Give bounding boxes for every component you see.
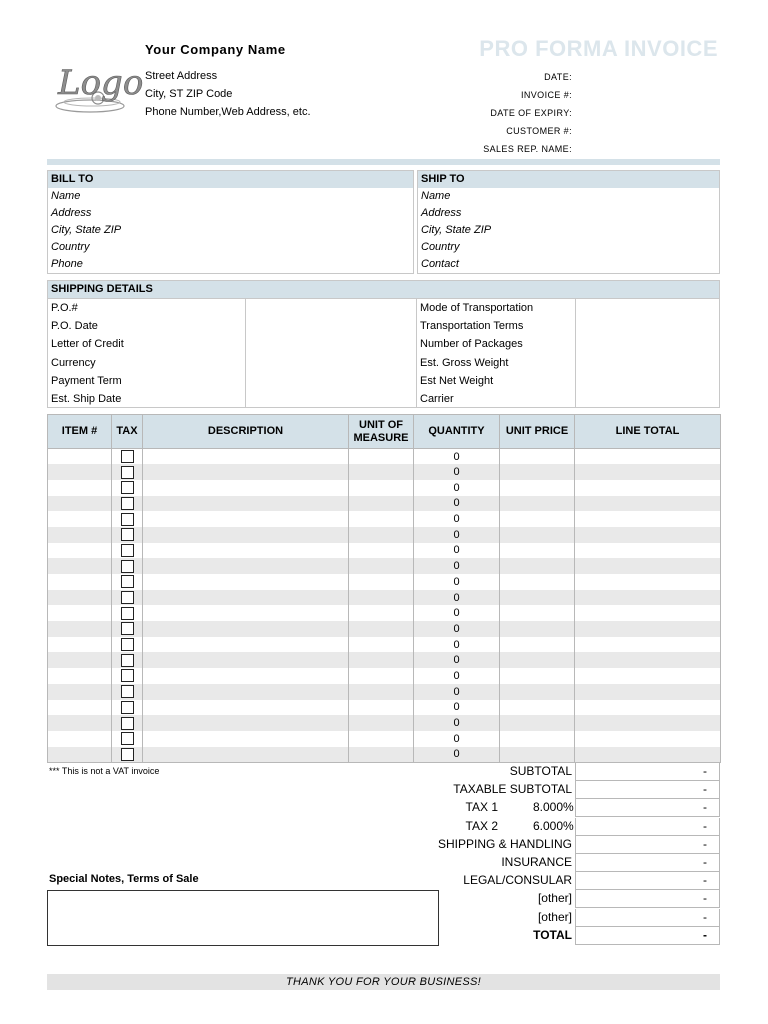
item-number-cell[interactable] <box>48 700 112 716</box>
tax-checkbox[interactable] <box>121 748 134 761</box>
unit-of-measure-cell[interactable] <box>349 449 414 465</box>
quantity-cell[interactable]: 0 <box>414 574 500 590</box>
quantity-cell[interactable]: 0 <box>414 652 500 668</box>
total-value-6: - <box>575 872 720 890</box>
logo-icon <box>50 36 144 118</box>
tax-checkbox[interactable] <box>121 717 134 730</box>
description-cell[interactable] <box>143 449 349 465</box>
tax-checkbox[interactable] <box>121 622 134 635</box>
bill-to-city[interactable]: City, State ZIP <box>51 224 122 236</box>
line-total-cell <box>575 496 721 512</box>
item-number-header: ITEM # <box>48 415 112 449</box>
ship-to-country[interactable]: Country <box>421 241 460 253</box>
description-cell[interactable] <box>143 668 349 684</box>
shipping-left-values[interactable] <box>246 299 416 408</box>
bill-to-address[interactable]: Address <box>51 207 92 219</box>
unit-price-cell[interactable] <box>500 511 575 527</box>
tax-checkbox[interactable] <box>121 654 134 667</box>
description-cell[interactable] <box>143 543 349 559</box>
tax-checkbox-cell[interactable] <box>112 574 143 590</box>
tax-checkbox[interactable] <box>121 481 134 494</box>
tax-checkbox[interactable] <box>121 497 134 510</box>
total-label-3: TAX 2 <box>465 818 498 833</box>
unit-of-measure-cell[interactable] <box>349 480 414 496</box>
unit-of-measure-header <box>349 415 414 449</box>
description-cell[interactable] <box>143 731 349 747</box>
mode-of-transportation-label: Mode of Transportation <box>420 302 534 314</box>
po-date-label: P.O. Date <box>51 320 98 333</box>
item-number-cell[interactable] <box>48 605 112 621</box>
table-row <box>48 449 721 465</box>
total-label-1: TAXABLE SUBTOTAL <box>453 782 572 797</box>
unit-price-cell[interactable] <box>500 668 575 684</box>
description-cell[interactable] <box>143 527 349 543</box>
item-number-cell[interactable] <box>48 496 112 512</box>
ship-to-name[interactable]: Name <box>421 190 451 202</box>
quantity-cell[interactable]: 0 <box>414 605 500 621</box>
table-row <box>48 621 721 637</box>
tax-checkbox-cell[interactable] <box>112 480 143 496</box>
line-total-cell <box>575 715 721 731</box>
tax-checkbox-cell[interactable] <box>112 496 143 512</box>
items-header-row <box>48 415 721 449</box>
quantity-cell[interactable]: 0 <box>414 621 500 637</box>
item-number-cell[interactable] <box>48 527 112 543</box>
total-value-3: - <box>575 818 720 836</box>
total-label-7: [other] <box>537 891 572 906</box>
line-total-header: LINE TOTAL <box>575 415 721 449</box>
item-number-cell[interactable] <box>48 668 112 684</box>
table-row <box>48 684 721 700</box>
tax-checkbox-cell[interactable] <box>112 731 143 747</box>
quantity-cell[interactable]: 0 <box>414 684 500 700</box>
quantity-cell[interactable]: 0 <box>414 637 500 653</box>
tax-checkbox-cell[interactable] <box>112 449 143 465</box>
line-total-cell <box>575 605 721 621</box>
tax-checkbox[interactable] <box>121 732 134 745</box>
total-value-7: - <box>575 890 720 908</box>
unit-of-measure-cell[interactable] <box>349 574 414 590</box>
unit-price-cell[interactable] <box>500 684 575 700</box>
ship-to-address[interactable]: Address <box>421 207 462 219</box>
total-value-0: - <box>575 763 720 781</box>
unit-of-measure-cell[interactable] <box>349 652 414 668</box>
quantity-cell[interactable]: 0 <box>414 527 500 543</box>
line-total-cell <box>575 574 721 590</box>
description-cell[interactable] <box>143 715 349 731</box>
customer-number-label: CUSTOMER #: <box>506 126 572 136</box>
unit-price-cell[interactable] <box>500 747 575 763</box>
line-total-cell <box>575 511 721 527</box>
quantity-cell[interactable]: 0 <box>414 480 500 496</box>
items-table <box>47 414 721 763</box>
tax-checkbox-cell[interactable] <box>112 621 143 637</box>
item-number-cell[interactable] <box>48 731 112 747</box>
total-label-9: TOTAL <box>533 927 572 942</box>
item-number-cell[interactable] <box>48 590 112 606</box>
transportation-terms-label: Transportation Terms <box>420 320 524 333</box>
item-number-cell[interactable] <box>48 621 112 637</box>
unit-price-cell[interactable] <box>500 527 575 543</box>
total-value-8: - <box>575 909 720 927</box>
line-total-cell <box>575 621 721 637</box>
table-row <box>48 605 721 621</box>
line-total-cell <box>575 652 721 668</box>
invoice-number-label: INVOICE #: <box>520 90 572 100</box>
unit-of-measure-cell[interactable] <box>349 684 414 700</box>
unit-price-cell[interactable] <box>500 480 575 496</box>
line-total-cell <box>575 449 721 465</box>
unit-price-cell[interactable] <box>500 637 575 653</box>
items-body <box>48 449 721 763</box>
tax-checkbox[interactable] <box>121 528 134 541</box>
unit-price-cell[interactable] <box>500 605 575 621</box>
description-header: DESCRIPTION <box>143 415 349 449</box>
shipping-left-labels <box>48 299 245 408</box>
line-total-cell <box>575 527 721 543</box>
tax-checkbox[interactable] <box>121 638 134 651</box>
unit-price-header: UNIT PRICE <box>500 415 575 449</box>
shipping-right-labels <box>417 299 575 408</box>
quantity-cell[interactable]: 0 <box>414 747 500 763</box>
unit-price-cell[interactable] <box>500 731 575 747</box>
table-row <box>48 464 721 480</box>
tax-checkbox-cell[interactable] <box>112 637 143 653</box>
total-value-5: - <box>575 854 720 872</box>
table-row <box>48 652 721 668</box>
tax-checkbox-cell[interactable] <box>112 511 143 527</box>
item-number-cell[interactable] <box>48 652 112 668</box>
line-total-cell <box>575 684 721 700</box>
bill-to-phone[interactable]: Phone <box>51 258 83 270</box>
unit-of-measure-cell[interactable] <box>349 464 414 480</box>
tax-checkbox-cell[interactable] <box>112 590 143 606</box>
tax-checkbox[interactable] <box>121 685 134 698</box>
shipping-details-header: SHIPPING DETAILS <box>48 281 719 299</box>
item-number-cell[interactable] <box>48 558 112 574</box>
sales-rep-label: SALES REP. NAME: <box>483 144 572 154</box>
description-cell[interactable] <box>143 700 349 716</box>
total-label-4: SHIPPING & HANDLING <box>437 836 572 851</box>
description-cell[interactable] <box>143 621 349 637</box>
item-number-cell[interactable] <box>48 464 112 480</box>
item-number-cell[interactable] <box>48 480 112 496</box>
special-notes-title: Special Notes, Terms of Sale <box>49 873 199 885</box>
table-row <box>48 590 721 606</box>
table-row <box>48 543 721 559</box>
number-of-packages-label: Number of Packages <box>420 338 523 351</box>
item-number-cell[interactable] <box>48 747 112 763</box>
total-value-2: - <box>575 799 720 817</box>
tax-checkbox-cell[interactable] <box>112 652 143 668</box>
total-value-4: - <box>575 836 720 854</box>
unit-price-cell[interactable] <box>500 621 575 637</box>
unit-price-cell[interactable] <box>500 558 575 574</box>
line-total-cell <box>575 700 721 716</box>
unit-price-cell[interactable] <box>500 574 575 590</box>
unit-of-measure-cell[interactable] <box>349 747 414 763</box>
total-label-0: SUBTOTAL <box>509 764 572 778</box>
unit-of-measure-cell[interactable] <box>349 558 414 574</box>
tax-checkbox-cell[interactable] <box>112 684 143 700</box>
tax-checkbox-cell[interactable] <box>112 464 143 480</box>
unit-price-cell[interactable] <box>500 590 575 606</box>
tax-checkbox[interactable] <box>121 607 134 620</box>
tax-checkbox[interactable] <box>121 466 134 479</box>
item-number-cell[interactable] <box>48 574 112 590</box>
tax-rate-3[interactable]: 6.000% <box>533 818 574 833</box>
ship-to-section <box>417 170 720 274</box>
unit-of-measure-header-line1: UNIT OF <box>359 418 403 431</box>
bill-to-section <box>47 170 414 274</box>
shipping-right-values[interactable] <box>576 299 720 408</box>
ship-to-city[interactable]: City, State ZIP <box>421 224 492 236</box>
company-contact: Phone Number,Web Address, etc. <box>145 106 311 118</box>
tax-checkbox-cell[interactable] <box>112 668 143 684</box>
logo-text: Logo <box>58 63 144 103</box>
company-name: Your Company Name <box>145 42 286 57</box>
description-cell[interactable] <box>143 574 349 590</box>
header-rule <box>47 159 720 165</box>
company-city: City, ST ZIP Code <box>145 88 233 100</box>
total-label-8: [other] <box>537 909 572 924</box>
unit-of-measure-cell[interactable] <box>349 637 414 653</box>
tax-checkbox[interactable] <box>121 544 134 557</box>
quantity-cell[interactable]: 0 <box>414 700 500 716</box>
tax-checkbox-cell[interactable] <box>112 747 143 763</box>
unit-of-measure-cell[interactable] <box>349 511 414 527</box>
line-total-cell <box>575 464 721 480</box>
quantity-cell[interactable]: 0 <box>414 668 500 684</box>
quantity-cell[interactable]: 0 <box>414 449 500 465</box>
line-total-cell <box>575 480 721 496</box>
description-cell[interactable] <box>143 558 349 574</box>
line-total-cell <box>575 637 721 653</box>
total-label-2: TAX 1 <box>465 800 498 815</box>
quantity-cell[interactable]: 0 <box>414 496 500 512</box>
unit-price-cell[interactable] <box>500 449 575 465</box>
date-of-expiry-label: DATE OF EXPIRY: <box>490 108 572 118</box>
ship-to-contact[interactable]: Contact <box>421 258 459 270</box>
quantity-cell[interactable]: 0 <box>414 511 500 527</box>
description-cell[interactable] <box>143 464 349 480</box>
total-label-6: LEGAL/CONSULAR <box>463 873 572 888</box>
line-total-cell <box>575 731 721 747</box>
unit-of-measure-cell[interactable] <box>349 668 414 684</box>
quantity-cell[interactable]: 0 <box>414 558 500 574</box>
line-total-cell <box>575 590 721 606</box>
description-cell[interactable] <box>143 590 349 606</box>
table-row <box>48 700 721 716</box>
unit-of-measure-cell[interactable] <box>349 715 414 731</box>
item-number-cell[interactable] <box>48 449 112 465</box>
est-net-weight-label: Est Net Weight <box>420 374 494 387</box>
line-total-cell <box>575 558 721 574</box>
tax-checkbox[interactable] <box>121 669 134 682</box>
tax-checkbox-cell[interactable] <box>112 715 143 731</box>
po-number-label: P.O.# <box>51 302 78 314</box>
est-gross-weight-label: Est. Gross Weight <box>420 356 509 369</box>
quantity-cell[interactable]: 0 <box>414 543 500 559</box>
item-number-cell[interactable] <box>48 715 112 731</box>
description-cell[interactable] <box>143 684 349 700</box>
quantity-cell[interactable]: 0 <box>414 464 500 480</box>
carrier-label: Carrier <box>420 392 454 405</box>
payment-term-label: Payment Term <box>51 374 122 387</box>
vat-note: *** This is not a VAT invoice <box>49 766 160 776</box>
tax-header: TAX <box>112 415 143 449</box>
table-row <box>48 527 721 543</box>
thank-you-footer: THANK YOU FOR YOUR BUSINESS! <box>47 974 720 990</box>
unit-price-cell[interactable] <box>500 652 575 668</box>
line-total-cell <box>575 543 721 559</box>
item-number-cell[interactable] <box>48 511 112 527</box>
quantity-cell[interactable]: 0 <box>414 715 500 731</box>
tax-checkbox[interactable] <box>121 591 134 604</box>
quantity-cell[interactable]: 0 <box>414 731 500 747</box>
tax-checkbox-cell[interactable] <box>112 558 143 574</box>
special-notes-box[interactable] <box>47 890 439 946</box>
description-cell[interactable] <box>143 605 349 621</box>
tax-checkbox[interactable] <box>121 560 134 573</box>
tax-checkbox[interactable] <box>121 513 134 526</box>
tax-rate-2[interactable]: 8.000% <box>533 800 574 815</box>
unit-of-measure-cell[interactable] <box>349 700 414 716</box>
letter-of-credit-label: Letter of Credit <box>51 338 124 351</box>
unit-of-measure-cell[interactable] <box>349 605 414 621</box>
tax-checkbox-cell[interactable] <box>112 700 143 716</box>
tax-checkbox-cell[interactable] <box>112 605 143 621</box>
tax-checkbox-cell[interactable] <box>112 543 143 559</box>
date-label: DATE: <box>544 72 572 82</box>
bill-to-name[interactable]: Name <box>51 190 81 202</box>
unit-price-cell[interactable] <box>500 464 575 480</box>
table-row <box>48 496 721 512</box>
total-label-5: INSURANCE <box>501 855 572 869</box>
unit-of-measure-cell[interactable] <box>349 731 414 747</box>
description-cell[interactable] <box>143 496 349 512</box>
quantity-header: QUANTITY <box>414 415 500 449</box>
unit-price-cell[interactable] <box>500 543 575 559</box>
unit-price-cell[interactable] <box>500 496 575 512</box>
unit-price-cell[interactable] <box>500 700 575 716</box>
unit-of-measure-cell[interactable] <box>349 496 414 512</box>
quantity-cell[interactable]: 0 <box>414 590 500 606</box>
description-cell[interactable] <box>143 637 349 653</box>
bill-to-country[interactable]: Country <box>51 241 90 253</box>
company-street: Street Address <box>145 70 218 82</box>
tax-checkbox[interactable] <box>121 450 134 463</box>
currency-label: Currency <box>51 356 96 369</box>
unit-of-measure-cell[interactable] <box>349 527 414 543</box>
unit-of-measure-cell[interactable] <box>349 543 414 559</box>
table-row <box>48 574 721 590</box>
unit-of-measure-cell[interactable] <box>349 621 414 637</box>
line-total-cell <box>575 668 721 684</box>
shipping-details-section <box>47 280 720 408</box>
line-total-cell <box>575 747 721 763</box>
unit-of-measure-cell[interactable] <box>349 590 414 606</box>
description-cell[interactable] <box>143 652 349 668</box>
table-row <box>48 637 721 653</box>
table-row <box>48 558 721 574</box>
total-value-9: - <box>575 927 720 945</box>
ship-to-header: SHIP TO <box>418 171 719 188</box>
unit-of-measure-header-line2: MEASURE <box>353 431 409 444</box>
est-ship-date-label: Est. Ship Date <box>51 392 122 405</box>
total-value-1: - <box>575 781 720 799</box>
description-cell[interactable] <box>143 480 349 496</box>
table-row <box>48 715 721 731</box>
description-cell[interactable] <box>143 511 349 527</box>
table-row <box>48 668 721 684</box>
item-number-cell[interactable] <box>48 543 112 559</box>
tax-checkbox[interactable] <box>121 575 134 588</box>
tax-checkbox[interactable] <box>121 701 134 714</box>
description-cell[interactable] <box>143 747 349 763</box>
table-row <box>48 731 721 747</box>
table-row <box>48 511 721 527</box>
tax-checkbox-cell[interactable] <box>112 527 143 543</box>
unit-price-cell[interactable] <box>500 715 575 731</box>
item-number-cell[interactable] <box>48 684 112 700</box>
company-logo <box>50 36 144 118</box>
bill-to-header: BILL TO <box>48 171 413 188</box>
invoice-title: PRO FORMA INVOICE <box>479 36 718 61</box>
table-row <box>48 480 721 496</box>
table-row <box>48 747 721 763</box>
item-number-cell[interactable] <box>48 637 112 653</box>
